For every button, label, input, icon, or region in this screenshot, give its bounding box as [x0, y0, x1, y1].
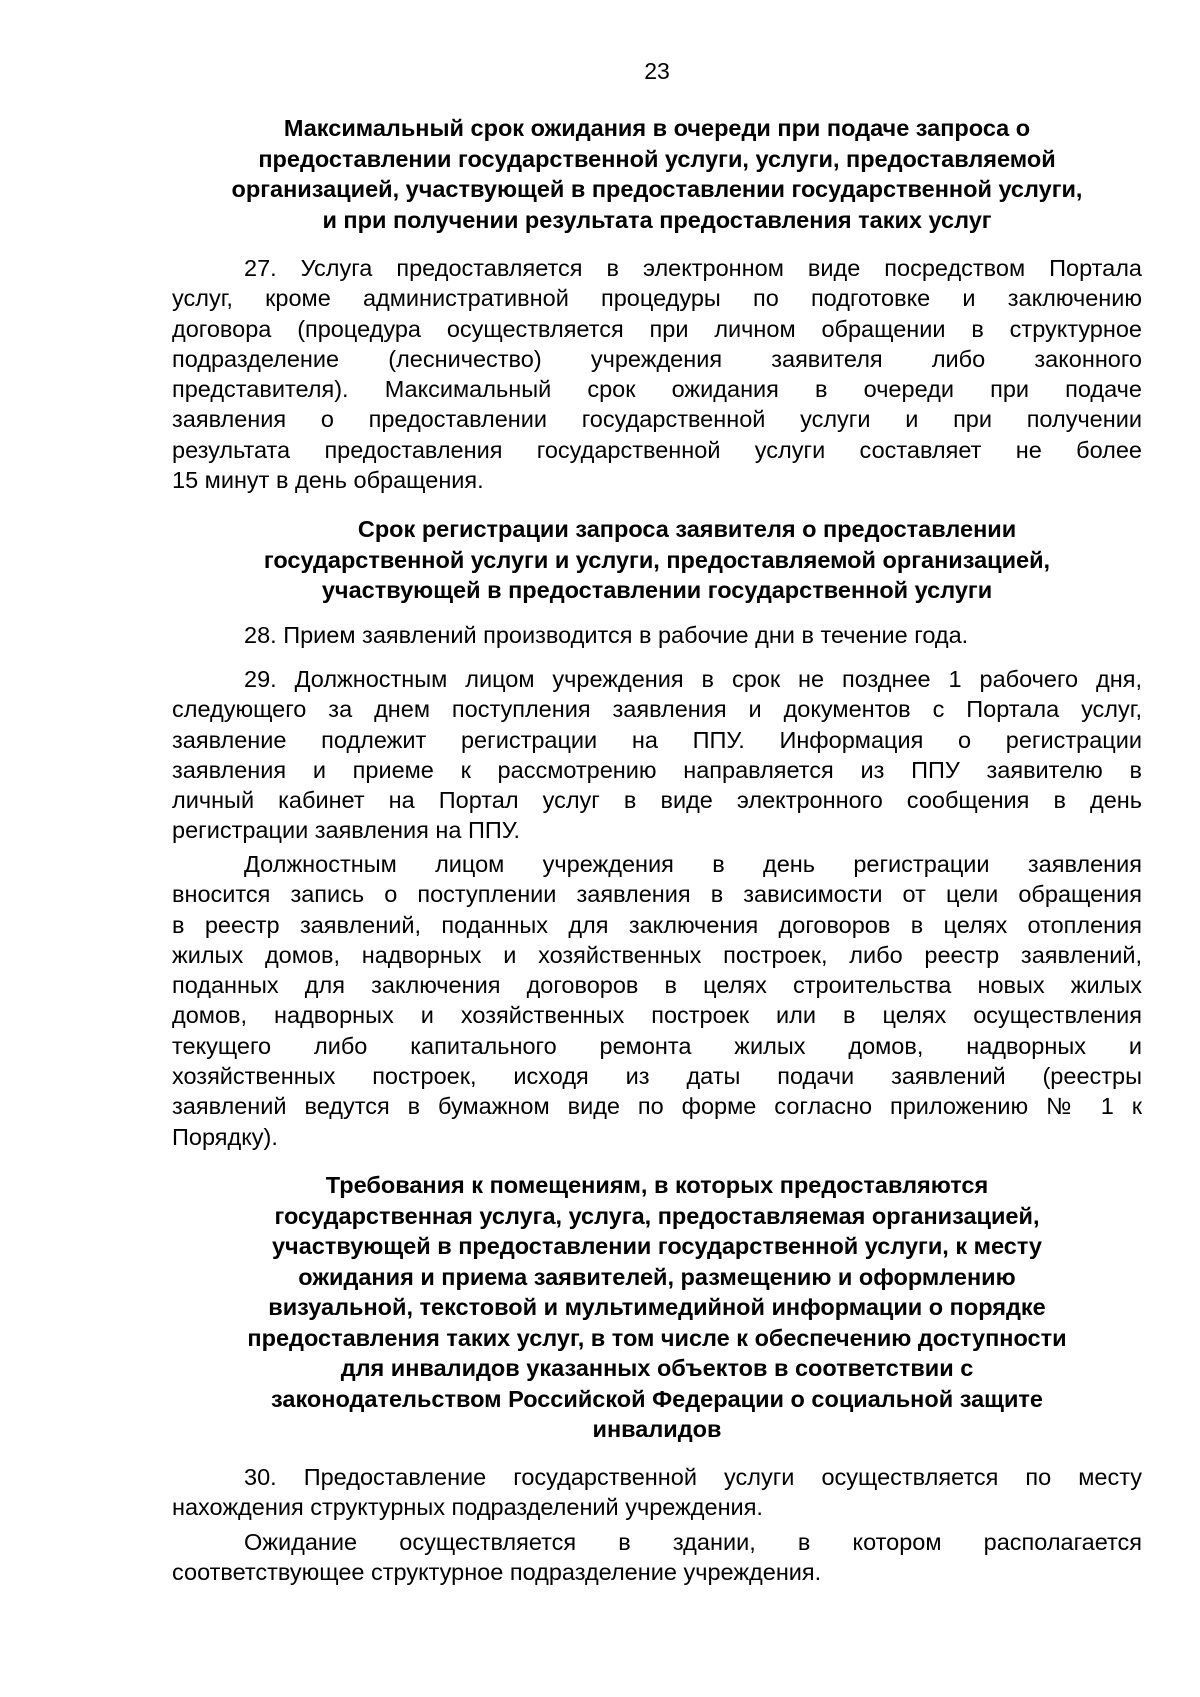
heading-line: Срок регистрации запроса заявителя о предоставлении [357, 516, 1017, 542]
heading-line: государственная услуга, услуга, предоставляемая организацией, [274, 1202, 1040, 1229]
paragraph-line: личный кабинет на Портал услуг в виде электронного сообщения в день [172, 787, 1142, 814]
paragraph-line: вносится запись о поступлении заявления в зависимости от цели обращения [172, 881, 1142, 908]
paragraph-29-registry [172, 849, 1142, 1152]
paragraph-line: заявления и приеме к рассмотрению направляется из ППУ заявителю в [172, 756, 1142, 783]
heading-line: Требования к помещениям, в которых предоставляются [325, 1172, 989, 1198]
paragraph-line: подразделение (лесничество) учреждения заявителя либо законного [172, 345, 1142, 372]
heading-line: организацией, участвующей в предоставлении государственной услуги, [231, 176, 1083, 202]
heading-registration-time [212, 514, 1102, 606]
heading-line: для инвалидов указанных объектов в соответствии с [340, 1355, 974, 1381]
paragraph-line: соответствующее структурное подразделение учреждения. [172, 1559, 822, 1586]
heading-line: законодательством Российской Федерации о социальной защите [271, 1385, 1043, 1412]
paragraph-29 [172, 664, 1142, 846]
heading-line: участвующей в предоставлении государственной услуги, к месту [271, 1233, 1042, 1259]
paragraph-line: 28. Прием заявлений производится в рабочие дни в течение года. [244, 622, 969, 648]
heading-line: инвалидов [592, 1416, 722, 1442]
paragraph-line: услуг, кроме административной процедуры по подготовке и заключению [172, 285, 1142, 312]
paragraph-line: Должностным лицом учреждения в день регистрации заявления [244, 851, 1142, 877]
heading-line: визуальной, текстовой и мультимедийной информации о порядке [268, 1294, 1046, 1320]
heading-premises-requirements [192, 1170, 1122, 1445]
paragraph-line: 29. Должностным лицом учреждения в срок не позднее 1 рабочего дня, [244, 666, 1142, 692]
heading-line: участвующей в предоставлении государственной услуги [321, 577, 993, 603]
paragraph-line: Ожидание осуществляется в здании, в котором располагается [244, 1529, 1142, 1555]
heading-line: государственной услуги и услуги, предоставляемой организацией, [263, 546, 1051, 573]
paragraph-line: поданных для заключения договоров в целях строительства новых жилых [172, 972, 1142, 999]
paragraph-27 [172, 253, 1142, 495]
paragraph-30 [172, 1462, 1142, 1523]
paragraph-line: договора (процедура осуществляется при личном обращении в структурное [172, 315, 1142, 342]
heading-line: и при получении результата предоставления таких услуг [322, 206, 992, 233]
paragraph-line: 27. Услуга предоставляется в электронном виде посредством Портала [244, 255, 1142, 281]
heading-line: ожидания и приема заявителей, размещению и оформлению [298, 1263, 1016, 1290]
paragraph-line: следующего за днем поступления заявления и документов с Портала услуг, [172, 696, 1142, 723]
page-number: 23 [644, 58, 670, 84]
paragraph-line: регистрации заявления на ППУ. [172, 817, 521, 844]
paragraph-line: жилых домов, надворных и хозяйственных построек, либо реестр заявлений, [172, 941, 1142, 968]
paragraph-line: 30. Предоставление государственной услуги осуществляется по месту [244, 1464, 1142, 1490]
paragraph-line: заявление подлежит регистрации на ППУ. Информация о регистрации [172, 726, 1142, 753]
paragraph-line: текущего либо капитального ремонта жилых домов, надворных и [172, 1032, 1142, 1059]
paragraph-30-waiting [172, 1527, 1142, 1588]
paragraph-line: хозяйственных построек, исходя из даты подачи заявлений (реестры [172, 1063, 1142, 1090]
heading-queue-time [172, 113, 1142, 235]
paragraph-line: нахождения структурных подразделений учреждения. [172, 1494, 763, 1521]
paragraph-line: представителя). Максимальный срок ожидания в очереди при подаче [172, 376, 1142, 403]
paragraph-28 [172, 620, 1142, 650]
paragraph-line: в реестр заявлений, поданных для заключения договоров в целях отопления [172, 911, 1142, 938]
paragraph-line: Порядку). [172, 1123, 278, 1150]
paragraph-line: 15 минут в день обращения. [172, 467, 484, 494]
paragraph-line: результата предоставления государственной услуги составляет не более [172, 436, 1142, 463]
paragraph-line: заявлений ведутся в бумажном виде по форме согласно приложению № 1 к [172, 1093, 1142, 1120]
heading-line: Максимальный срок ожидания в очереди при подаче запроса о [283, 115, 1031, 141]
heading-line: предоставления таких услуг, в том числе к обеспечению доступности [247, 1324, 1067, 1351]
paragraph-line: заявления о предоставлении государственной услуги и при получении [172, 406, 1142, 433]
heading-line: предоставлении государственной услуги, услуги, предоставляемой [258, 145, 1056, 172]
paragraph-line: домов, надворных и хозяйственных построек или в целях осуществления [172, 1002, 1142, 1029]
